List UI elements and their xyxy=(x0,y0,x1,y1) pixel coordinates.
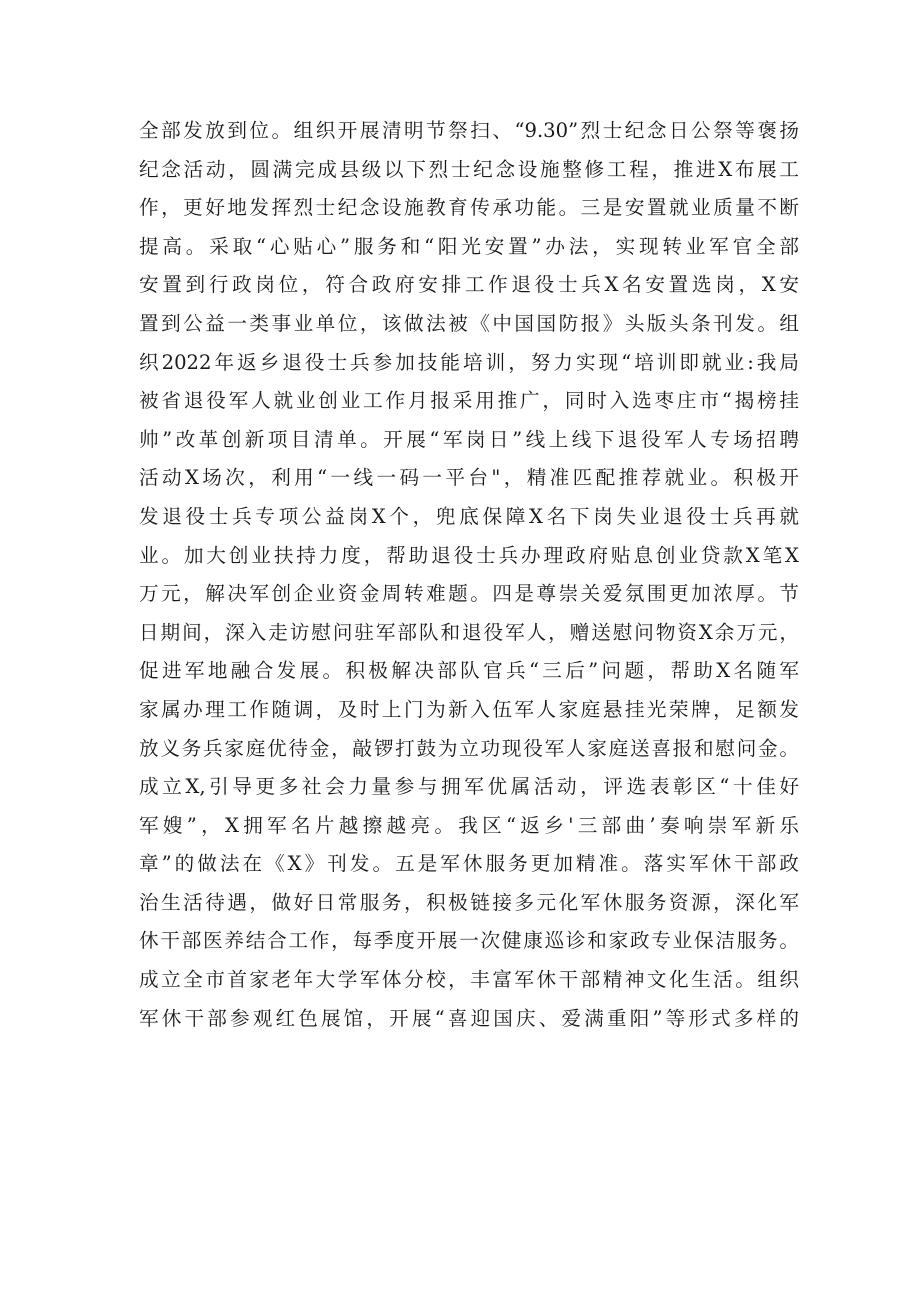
text-line: 休干部医养结合工作，每季度开展一次健康巡诊和家政专业保洁服务。 xyxy=(139,929,799,953)
text-line: 治生活待遇，做好日常服务，积极链接多元化军休服务资源，深化军 xyxy=(139,890,799,914)
text-line: 安置到行政岗位，符合政府安排工作退役士兵X名安置选岗，X安 xyxy=(139,273,799,297)
text-line: 万元，解决军创企业资金周转难题。四是尊崇关爱氛围更加浓厚。节 xyxy=(139,582,799,606)
text-line: 日期间，深入走访慰问驻军部队和退役军人，赠送慰问物资X余万元， xyxy=(139,620,799,644)
text-line: 成立全市首家老年大学军体分校，丰富军休干部精神文化生活。组织 xyxy=(139,968,799,992)
text-line: 纪念活动，圆满完成县级以下烈士纪念设施整修工程，推进X布展工 xyxy=(139,157,799,181)
text-line: 帅”改革创新项目清单。开展“军岗日”线上线下退役军人专场招聘 xyxy=(139,427,799,451)
text-line: 作，更好地发挥烈士纪念设施教育传承功能。三是安置就业质量不断 xyxy=(139,196,799,220)
text-line: 发退役士兵专项公益岗X个，兜底保障X名下岗失业退役士兵再就 xyxy=(139,504,799,528)
text-line: 业。加大创业扶持力度，帮助退役士兵办理政府贴息创业贷款X笔X xyxy=(139,543,799,567)
text-line: 活动X场次，利用“一线一码一平台"，精准匹配推荐就业。积极开 xyxy=(139,466,799,490)
text-line: 军休干部参观红色展馆，开展“喜迎国庆、爱满重阳”等形式多样的 xyxy=(139,1006,799,1030)
text-line: 全部发放到位。组织开展清明节祭扫、“9.30”烈士纪念日公祭等褒扬 xyxy=(139,119,799,142)
body-text xyxy=(139,112,799,1038)
text-line: 成立X,引导更多社会力量参与拥军优属活动，评选表彰区“十佳好 xyxy=(139,775,799,799)
text-line: 家属办理工作随调，及时上门为新入伍军人家庭悬挂光荣牌，足额发 xyxy=(139,697,799,721)
text-line: 提高。采取“心贴心”服务和“阳光安置”办法，实现转业军官全部 xyxy=(139,234,799,258)
text-line: 章”的做法在《X》刊发。五是军休服务更加精准。落实军休干部政 xyxy=(139,852,799,876)
text-line: 被省退役军人就业创业工作月报采用推广，同时入选枣庄市“揭榜挂 xyxy=(139,389,799,413)
text-line: 军嫂”，X拥军名片越擦越亮。我区“返乡'三部曲’奏响崇军新乐 xyxy=(139,813,799,837)
text-line: 促进军地融合发展。积极解决部队官兵“三后”问题，帮助X名随军 xyxy=(139,659,799,683)
text-line: 放义务兵家庭优待金，敲锣打鼓为立功现役军人家庭送喜报和慰问金。 xyxy=(139,736,799,760)
text-line: 织2022年返乡退役士兵参加技能培训，努力实现“培训即就业:我局 xyxy=(139,350,799,374)
text-line: 置到公益一类事业单位，该做法被《中国国防报》头版头条刊发。组 xyxy=(139,311,799,335)
